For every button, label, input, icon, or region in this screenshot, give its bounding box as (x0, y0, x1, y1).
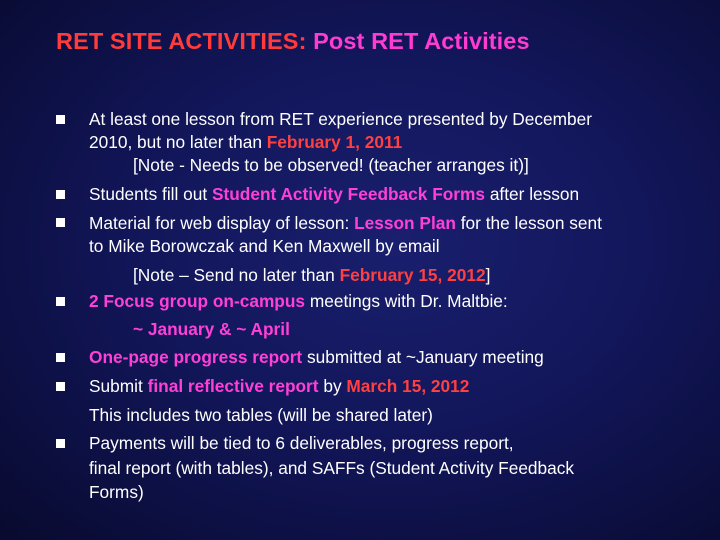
bullet-1-deadline: February 1, 2011 (266, 132, 403, 152)
square-bullet-icon (56, 297, 65, 306)
bullet-4-text: meetings with Dr. Maltbie: (305, 291, 508, 311)
bullet-3-line-1 (89, 213, 602, 233)
bullet-6-highlight: final reflective report (147, 376, 319, 396)
bullet-3-text: Material for web display of lesson: (89, 213, 355, 233)
bullet-3-highlight: Lesson Plan (354, 213, 456, 233)
bullet-3-line-2: to Mike Borowczak and Ken Maxwell by email (89, 236, 440, 256)
bullet-2-text: Students fill out (89, 184, 212, 204)
bullet-4-highlight: 2 Focus group on-campus (89, 291, 306, 311)
bullet-4-line-1 (89, 291, 508, 311)
bullet-1-note: [Note - Needs to be observed! (teacher arranges it)] (133, 155, 529, 175)
bullet-1-line-1: At least one lesson from RET experience presented by December (89, 109, 593, 129)
bullet-2-text-end: after lesson (485, 184, 580, 204)
bullet-6-text-mid: by (318, 376, 347, 396)
square-bullet-icon (56, 439, 65, 448)
bullet-6-line-1 (89, 376, 469, 396)
bullet-2-line-1 (89, 184, 579, 204)
bullet-6-line-2: This includes two tables (will be shared later) (89, 405, 433, 425)
bullet-5-line-1 (89, 347, 544, 367)
bullet-1-line-2 (89, 132, 402, 152)
bullet-3-deadline: February 15, 2012 (339, 265, 486, 285)
square-bullet-icon (56, 382, 65, 391)
bullet-5-text: submitted at ~January meeting (302, 347, 544, 367)
bullet-3-text-end: for the lesson sent (455, 213, 602, 233)
bullet-3-note-text: [Note – Send no later than (133, 265, 340, 285)
title-sub: Post RET Activities (306, 28, 530, 54)
bullet-7-line-1: Payments will be tied to 6 deliverables, progress report, (89, 433, 514, 453)
bullet-7-line-2: final report (with tables), and SAFFs (Student Activity Feedback (89, 458, 575, 478)
bullet-3-note-end: ] (485, 265, 491, 285)
bullet-7-line-3: Forms) (89, 482, 144, 502)
title-main: RET SITE ACTIVITIES: (56, 28, 307, 54)
square-bullet-icon (56, 353, 65, 362)
bullet-4-dates: ~ January & ~ April (133, 319, 290, 339)
bullet-1-text: 2010, but no later than (89, 132, 267, 152)
bullet-3-note (133, 265, 490, 285)
square-bullet-icon (56, 115, 65, 124)
bullet-5-highlight: One-page progress report (89, 347, 303, 367)
bullet-2-highlight: Student Activity Feedback Forms (211, 184, 486, 204)
bullet-6-text: Submit (89, 376, 148, 396)
square-bullet-icon (56, 190, 65, 199)
bullet-6-deadline: March 15, 2012 (346, 376, 470, 396)
square-bullet-icon (56, 218, 65, 227)
